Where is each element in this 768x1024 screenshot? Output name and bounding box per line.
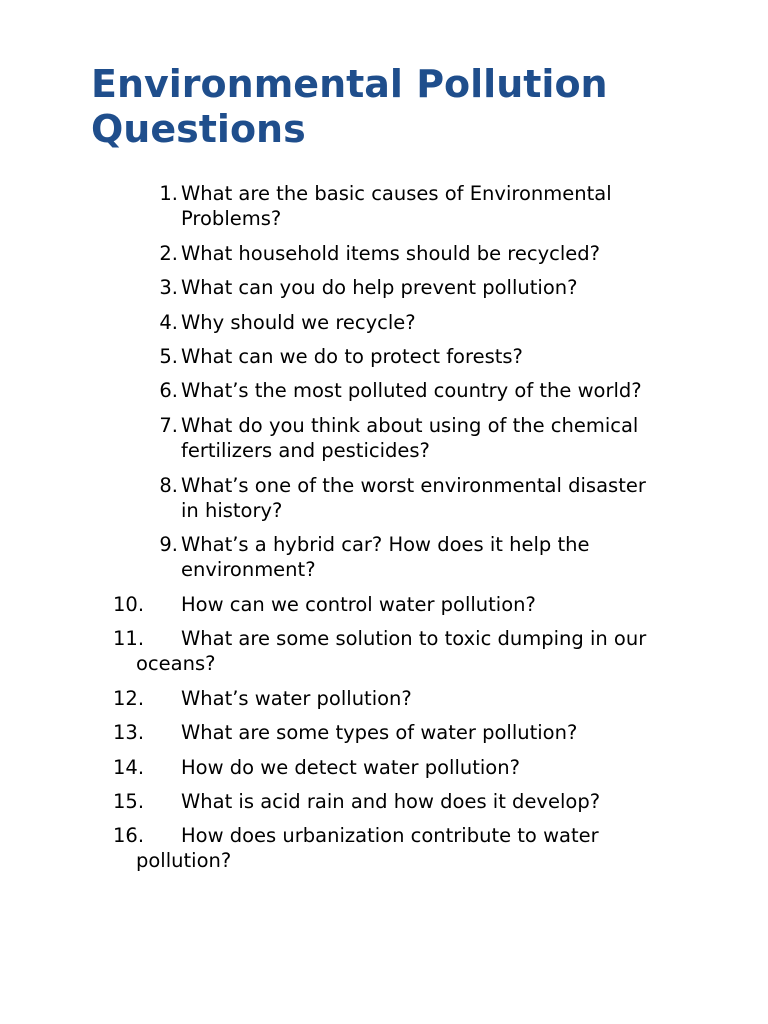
question-text: What can we do to protect forests?	[181, 345, 523, 368]
question-number: 11.	[113, 627, 145, 650]
question-text: What’s a hybrid car? How does it help the	[181, 533, 590, 556]
question-item	[0, 413, 768, 463]
question-item	[0, 789, 768, 814]
question-item	[0, 626, 768, 676]
question-number: 16.	[113, 824, 145, 847]
question-item	[0, 473, 768, 523]
question-number: 4.	[159, 311, 178, 334]
question-item	[0, 275, 768, 300]
question-text: What are the basic causes of Environmental	[181, 182, 612, 205]
question-text: What do you think about using of the chemical	[181, 414, 639, 437]
question-item	[0, 686, 768, 711]
title-line-1: Environmental Pollution	[91, 62, 608, 106]
question-text: What are some solution to toxic dumping in our	[181, 627, 647, 650]
question-number: 14.	[113, 756, 145, 779]
question-number: 10.	[113, 593, 145, 616]
question-text-continued: fertilizers and pesticides?	[181, 439, 430, 462]
question-text-continued: oceans?	[136, 652, 216, 675]
question-text: How do we detect water pollution?	[181, 756, 520, 779]
question-number: 9.	[159, 533, 178, 556]
title-line-2: Questions	[91, 107, 306, 151]
question-number: 1.	[159, 182, 178, 205]
page-title	[91, 62, 731, 152]
question-number: 12.	[113, 687, 145, 710]
question-text-continued: pollution?	[136, 849, 232, 872]
question-number: 13.	[113, 721, 145, 744]
question-number: 2.	[159, 242, 178, 265]
question-text: What’s one of the worst environmental disaster	[181, 474, 646, 497]
question-text: How can we control water pollution?	[181, 593, 536, 616]
question-text: How does urbanization contribute to water	[181, 824, 599, 847]
question-item	[0, 241, 768, 266]
question-item	[0, 181, 768, 231]
question-number: 5.	[159, 345, 178, 368]
question-item	[0, 532, 768, 582]
question-number: 7.	[159, 414, 178, 437]
question-item	[0, 823, 768, 873]
question-item	[0, 310, 768, 335]
question-text: Why should we recycle?	[181, 311, 416, 334]
question-number: 6.	[159, 379, 178, 402]
question-number: 3.	[159, 276, 178, 299]
question-text: What household items should be recycled?	[181, 242, 601, 265]
question-text-continued: in history?	[181, 499, 283, 522]
question-item	[0, 378, 768, 403]
question-number: 8.	[159, 474, 178, 497]
question-text: What is acid rain and how does it develop?	[181, 790, 601, 813]
question-item	[0, 720, 768, 745]
question-item	[0, 344, 768, 369]
question-text: What can you do help prevent pollution?	[181, 276, 578, 299]
question-text-continued: environment?	[181, 558, 316, 581]
question-item	[0, 755, 768, 780]
question-text-continued: Problems?	[181, 207, 282, 230]
question-text: What’s water pollution?	[181, 687, 412, 710]
question-text: What’s the most polluted country of the world?	[181, 379, 642, 402]
question-item	[0, 592, 768, 617]
question-number: 15.	[113, 790, 145, 813]
question-text: What are some types of water pollution?	[181, 721, 578, 744]
